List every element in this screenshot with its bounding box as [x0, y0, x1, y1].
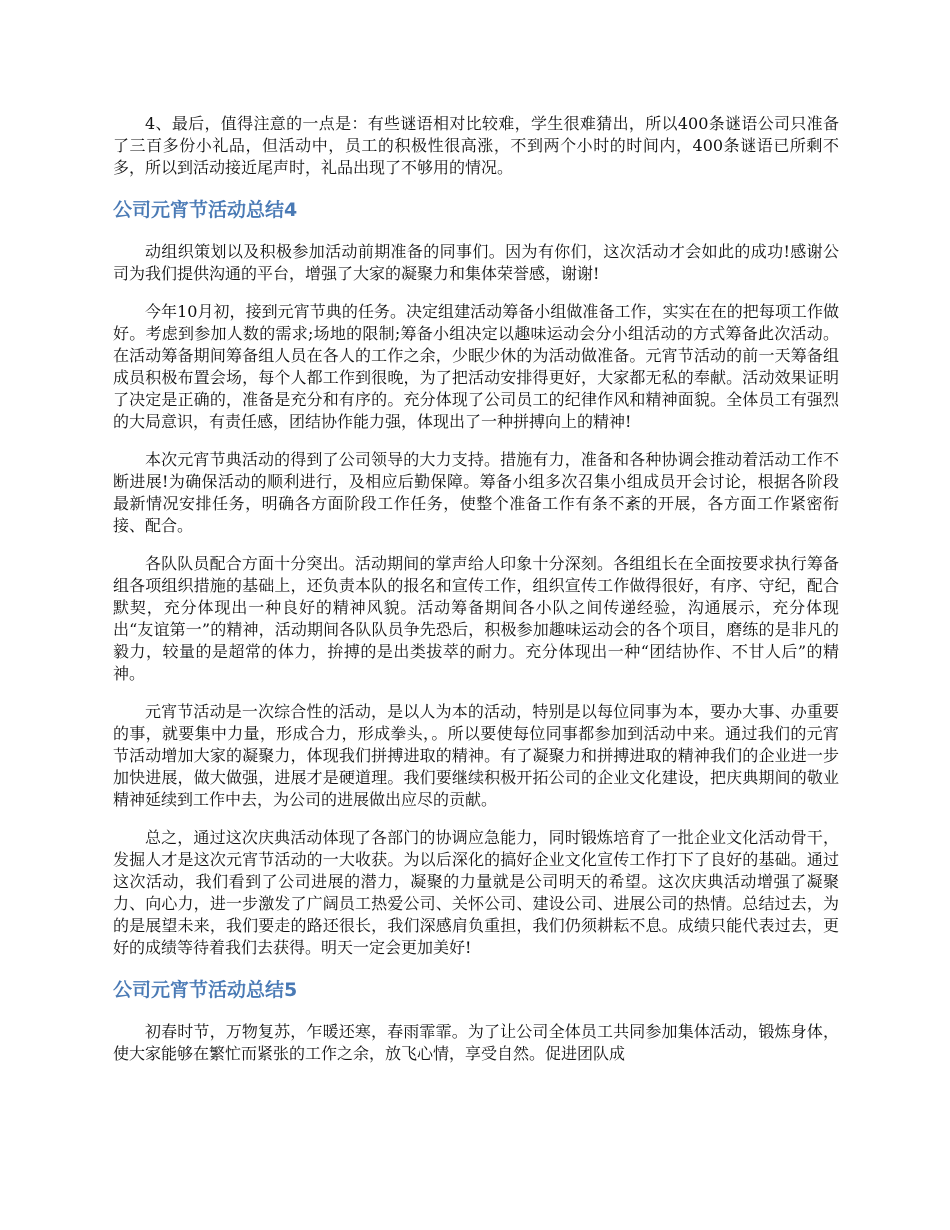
section-heading-4: 公司元宵节活动总结4: [113, 199, 298, 221]
paragraph-final-note: 4、最后，值得注意的一点是：有些谜语相对比较难，学生很难猜出，所以400条谜语公司只准备了三百多份小礼品，但活动中，员工的积极性很高涨，不到两个小时的时间内，400条谜语已所剩不多，所以到活动接近尾声时，礼品出现了不够用的情况。: [113, 114, 839, 177]
paragraph-preparation: 今年10月初，接到元宵节典的任务。决定组建活动筹备小组做准备工作，实实在在的把每项工作做好。考虑到参加人数的需求;场地的限制;筹备小组决定以趣味运动会分小组活动的方式筹备此次活动。在活动筹备期间筹备组人员在各人的工作之余，少眠少休的为活动做准备。元宵节活动的前一天筹备组成员积极布置会场，每个人都工作到很晚，为了把活动安排得更好，大家都无私的奉献。活动效果证明了决定是正确的，准备是充分和有序的。充分体现了公司员工的纪律作风和精神面貌。全体员工有强烈的大局意识，有责任感，团结协作能力强，体现出了一种拼搏向上的精神!: [113, 302, 839, 431]
document-page: [113, 113, 839, 1081]
paragraph-spring-intro: 初春时节，万物复苏，乍暖还寒，春雨霏霏。为了让公司全体员工共同参加集体活动，锻炼身体，使大家能够在繁忙而紧张的工作之余，放飞心情，享受自然。促进团队成: [113, 1022, 839, 1063]
paragraph-comprehensive-activity: 元宵节活动是一次综合性的活动，是以人为本的活动，特别是以每位同事为本，要办大事、办重要的事，就要集中力量，形成合力，形成拳头，。所以要使每位同事都参加到活动中来。通过我们的元宵节活动增加大家的凝聚力，体现我们拼搏进取的精神。有了凝聚力和拼搏进取的精神我们的企业进一步加快进展，做大做强，进展才是硬道理。我们要继续积极开拓公司的企业文化建设，把庆典期间的敬业精神延续到工作中去，为公司的进展做出应尽的贡献。: [113, 702, 839, 809]
paragraph-leadership-support: 本次元宵节典活动的得到了公司领导的大力支持。措施有力，准备和各种协调会推动着活动工作不断进展!为确保活动的顺利进行，及相应后勤保障。筹备小组多次召集小组成员开会讨论，根据各阶段最新情况安排任务，明确各方面阶段工作任务，使整个准备工作有条不紊的开展，各方面工作紧密衔接、配合。: [113, 450, 839, 535]
paragraph-conclusion: 总之，通过这次庆典活动体现了各部门的协调应急能力，同时锻炼培育了一批企业文化活动骨干，发掘人才是这次元宵节活动的一大收获。为以后深化的搞好企业文化宣传工作打下了良好的基础。通过这次活动，我们看到了公司进展的潜力，凝聚的力量就是公司明天的希望。这次庆典活动增强了凝聚力、向心力，进一步激发了广阔员工热爱公司、关怀公司、建设公司、进展公司的热情。总结过去，为的是展望未来，我们要走的路还很长，我们深感肩负重担，我们仍须耕耘不息。成绩只能代表过去，更好的成绩等待着我们去获得。明天一定会更加美好!: [113, 828, 839, 957]
paragraph-thanks: 动组织策划以及积极参加活动前期准备的同事们。因为有你们，这次活动才会如此的成功!感谢公司为我们提供沟通的平台，增强了大家的凝聚力和集体荣誉感，谢谢!: [113, 242, 839, 283]
paragraph-team-cooperation: 各队队员配合方面十分突出。活动期间的掌声给人印象十分深刻。各组组长在全面按要求执行筹备组各项组织措施的基础上，还负责本队的报名和宣传工作，组织宣传工作做得很好，有序、守纪，配合默契，充分体现出一种良好的精神风貌。活动筹备期间各小队之间传递经验，沟通展示，充分体现出“友谊第一”的精神，活动期间各队队员争先恐后，积极参加趣味运动会的各个项目，磨练的是非凡的毅力，较量的是超常的体力，拚搏的是出类拔萃的耐力。充分体现出一种“团结协作、不甘人后”的精神。: [113, 554, 839, 683]
section-heading-5: 公司元宵节活动总结5: [113, 979, 298, 1001]
